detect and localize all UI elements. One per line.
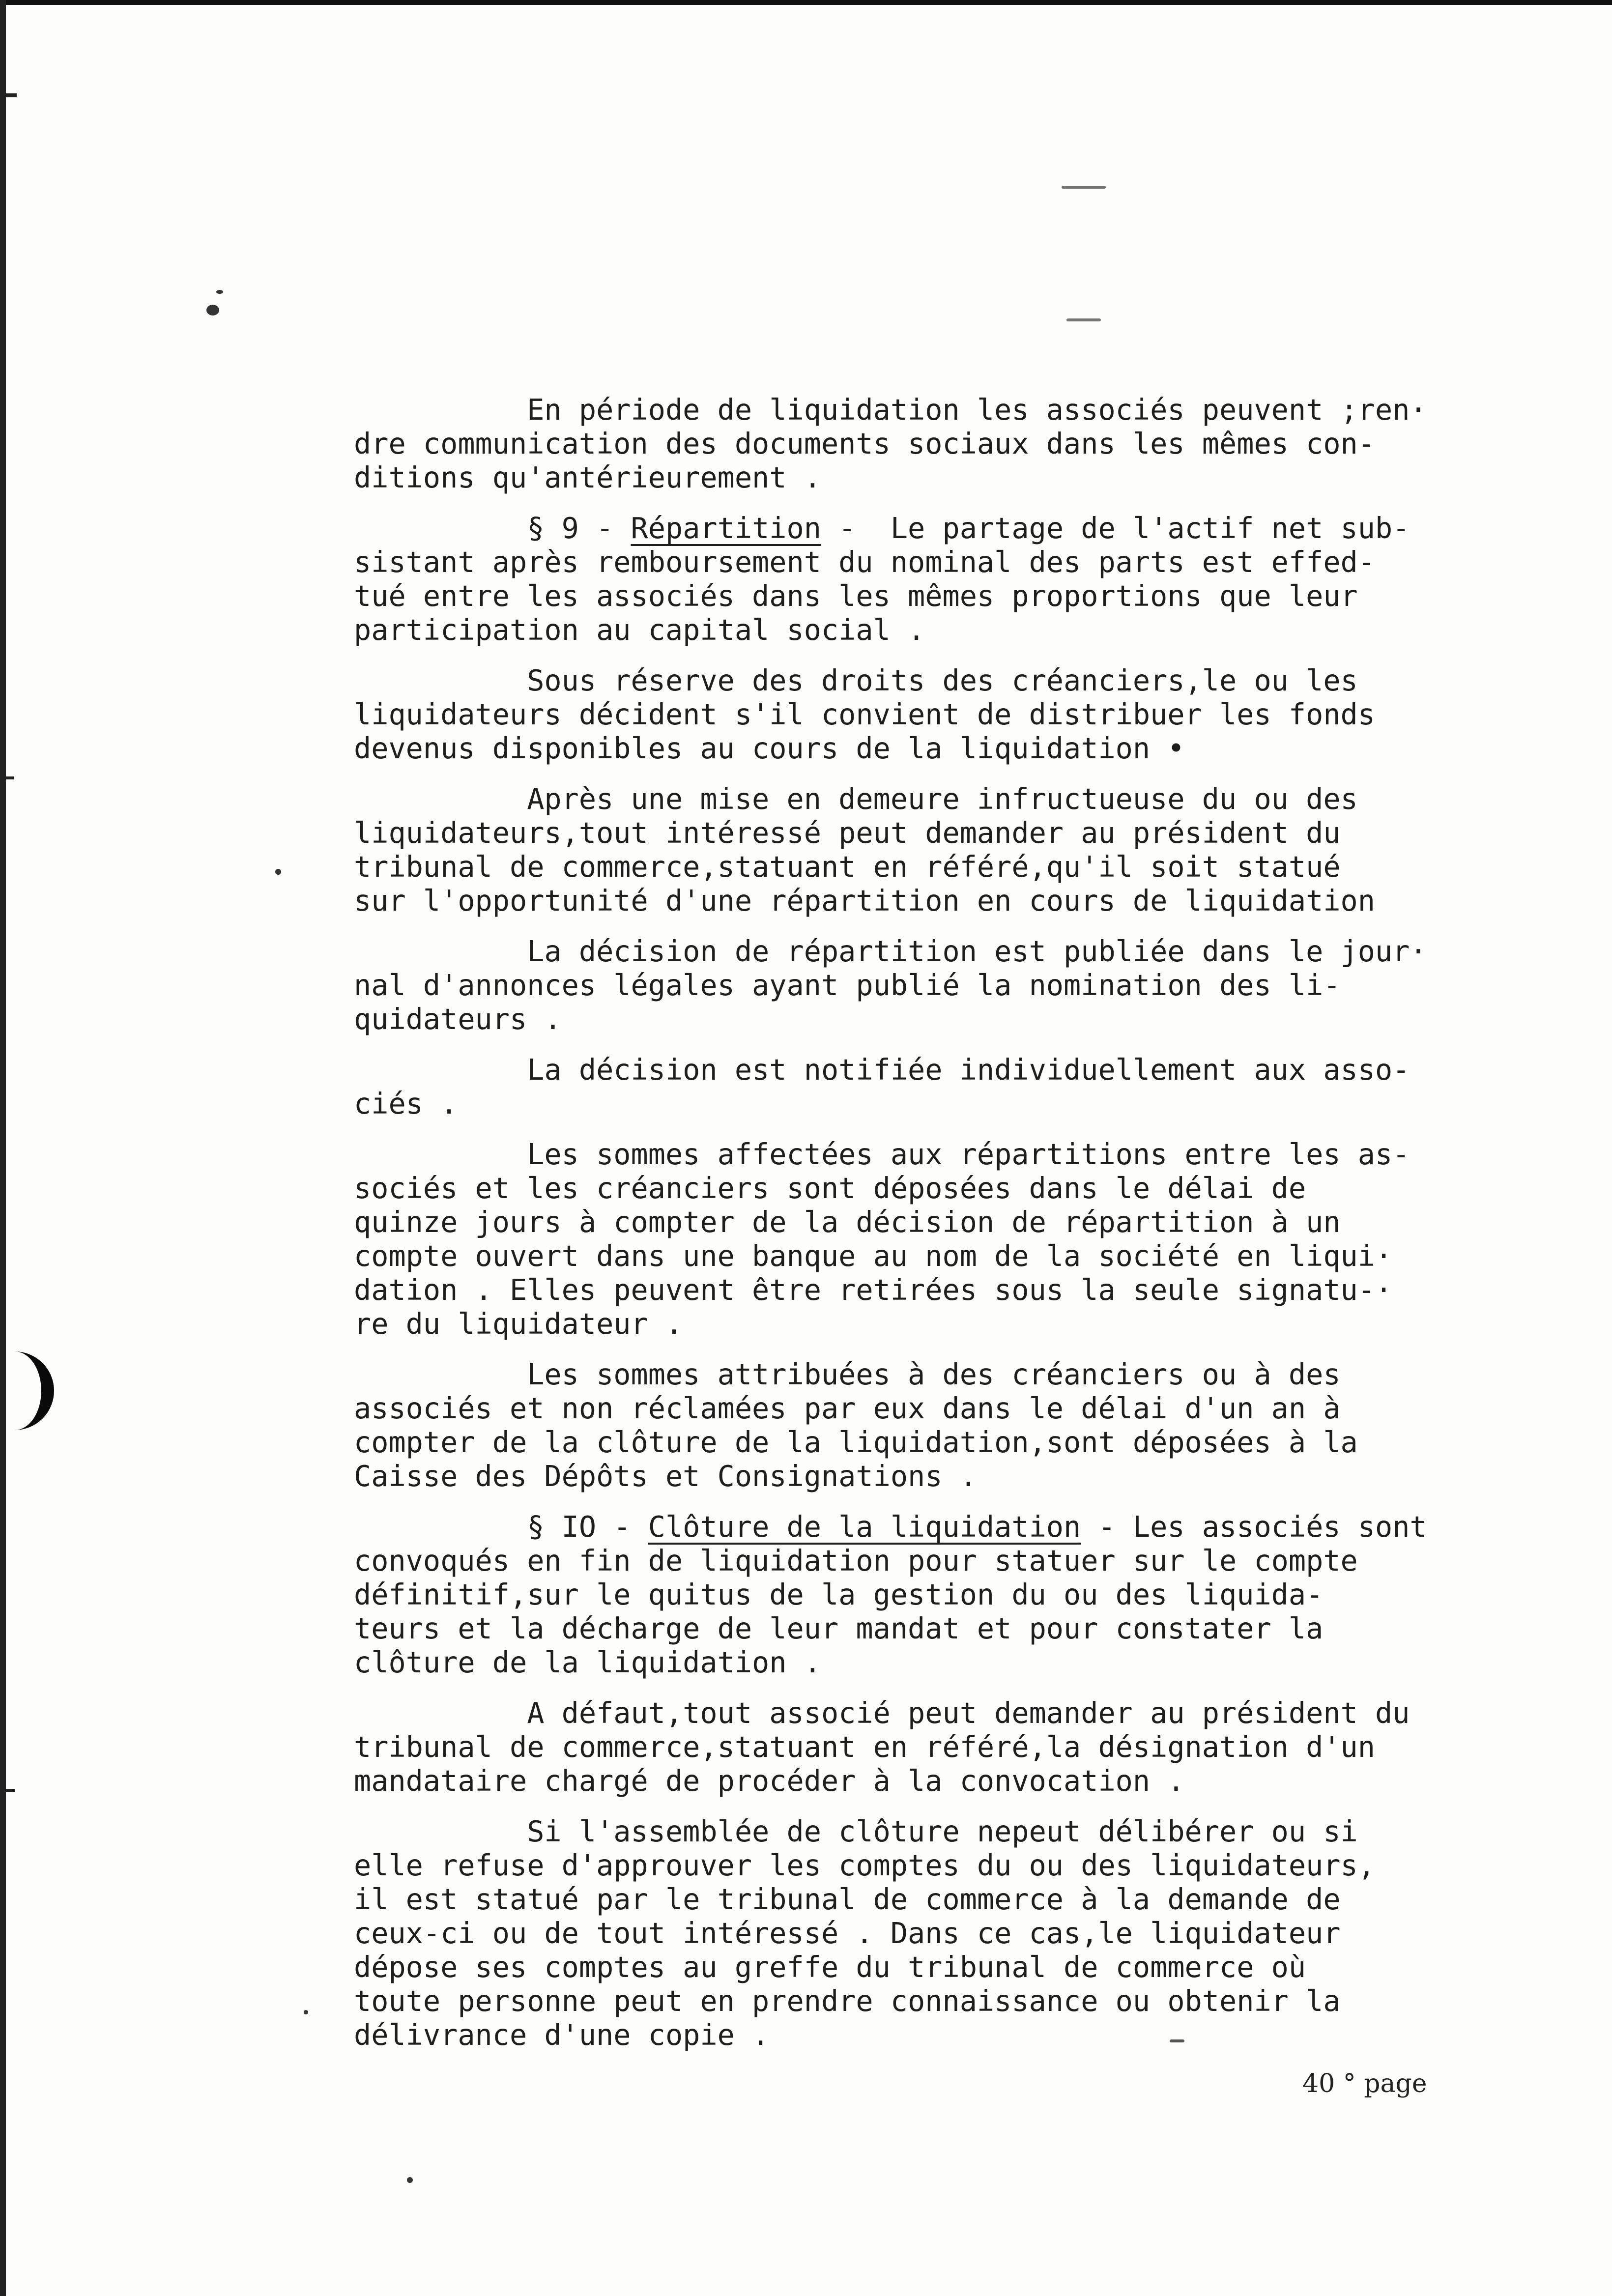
text-line: tribunal de commerce,statuant en référé,la désignation d'un [354,1730,1375,1764]
paragraph [354,393,1558,495]
text-line: A défaut,tout associé peut demander au président du [354,1696,1410,1730]
ink-speck [206,305,219,316]
paragraph [354,935,1558,1036]
page-top-edge [0,0,1612,5]
ink-speck [304,2010,308,2014]
page-number: 40 ° page [1302,2069,1427,2098]
text-line: toute personne peut en prendre connaissance ou obtenir la [354,1984,1341,2018]
text-line: dépose ses comptes au greffe du tribunal de commerce où [354,1951,1306,1984]
text-line: compte ouvert dans une banque au nom de la société en liqui· [354,1239,1393,1273]
text-line: § IO - Clôture de la liquidation - Les associés sont [354,1510,1427,1544]
text-line: Caisse des Dépôts et Consignations . [354,1460,977,1493]
text-line: sociés et les créanciers sont déposées dans le délai de [354,1172,1306,1205]
paper-curl-mark [0,1351,54,1430]
text-line: compter de la clôture de la liquidation,sont déposées à la [354,1426,1358,1459]
text-line: ciés . [354,1087,458,1120]
paragraph [354,1815,1558,2052]
edge-mark [0,93,17,97]
paragraph [354,1053,1558,1121]
ink-speck [275,869,281,875]
text-line: liquidateurs décident s'il convient de distribuer les fonds [354,698,1375,731]
text-line: tribunal de commerce,statuant en référé,qu'il soit statué [354,850,1341,884]
text-line: Les sommes affectées aux répartitions entre les as- [354,1138,1410,1171]
ink-speck [1062,186,1106,189]
text-line: définitif,sur le quitus de la gestion du ou des liquida- [354,1578,1324,1611]
paragraph [354,1696,1558,1798]
text-line: Sous réserve des droits des créanciers,le ou les [354,664,1358,697]
text-line: dation . Elles peuvent être retirées sous la seule signatu-· [354,1273,1393,1307]
text-line: participation au capital social . [354,613,925,647]
text-line: délivrance d'une copie . [354,2018,770,2052]
text-line: En période de liquidation les associés peuvent ;ren· [354,393,1427,427]
text-line: liquidateurs,tout intéressé peut demander au président du [354,816,1341,850]
text-line: La décision de répartition est publiée dans le jour· [354,935,1427,968]
document-body [354,393,1558,2069]
text-line: nal d'annonces légales ayant publié la nomination des li- [354,969,1341,1002]
text-line: associés et non réclamées par eux dans le délai d'un an à [354,1392,1341,1425]
text-line: clôture de la liquidation . [354,1646,821,1679]
text-line: teurs et la décharge de leur mandat et pour constater la [354,1612,1324,1645]
ink-speck [1066,318,1101,321]
text-line: ditions qu'antérieurement . [354,461,821,494]
ink-speck [216,290,223,294]
text-line: sur l'opportunité d'une répartition en cours de liquidation [354,884,1375,918]
text-line: tué entre les associés dans les mêmes proportions que leur [354,579,1358,613]
text-line: quinze jours à compter de la décision de répartition à un [354,1205,1341,1239]
text-line: elle refuse d'approuver les comptes du ou des liquidateurs, [354,1849,1375,1882]
text-line: quidateurs . [354,1003,562,1036]
text-line: § 9 - Répartition - Le partage de l'actif net sub- [354,512,1410,545]
paragraph [354,1138,1558,1341]
edge-mark [0,1789,15,1792]
text-line: convoqués en fin de liquidation pour statuer sur le compte [354,1544,1358,1578]
paragraph [354,782,1558,918]
page-left-edge [0,0,6,2296]
text-line: ceux-ci ou de tout intéressé . Dans ce cas,le liquidateur [354,1917,1341,1950]
section-heading: Répartition [631,512,821,545]
paragraph [354,512,1558,647]
text-line: il est statué par le tribunal de commerce à la demande de [354,1883,1341,1916]
edge-mark [0,776,14,779]
text-line: La décision est notifiée individuellement aux asso- [354,1053,1410,1087]
section-heading: Clôture de la liquidation [648,1510,1081,1544]
ink-speck [407,2177,413,2183]
paragraph [354,1510,1558,1680]
text-line: mandataire chargé de procéder à la convocation . [354,1764,1185,1798]
text-line: dre communication des documents sociaux dans les mêmes con- [354,427,1375,460]
text-line: Les sommes attribuées à des créanciers ou à des [354,1358,1341,1391]
paragraph [354,664,1558,766]
text-line: Si l'assemblée de clôture nepeut délibérer ou si [354,1815,1358,1848]
text-line: Après une mise en demeure infructueuse du ou des [354,782,1358,816]
text-line: sistant après remboursement du nominal des parts est effed- [354,545,1375,579]
text-line: devenus disponibles au cours de la liquidation • [354,732,1185,765]
paragraph [354,1358,1558,1493]
text-line: re du liquidateur . [354,1307,683,1341]
